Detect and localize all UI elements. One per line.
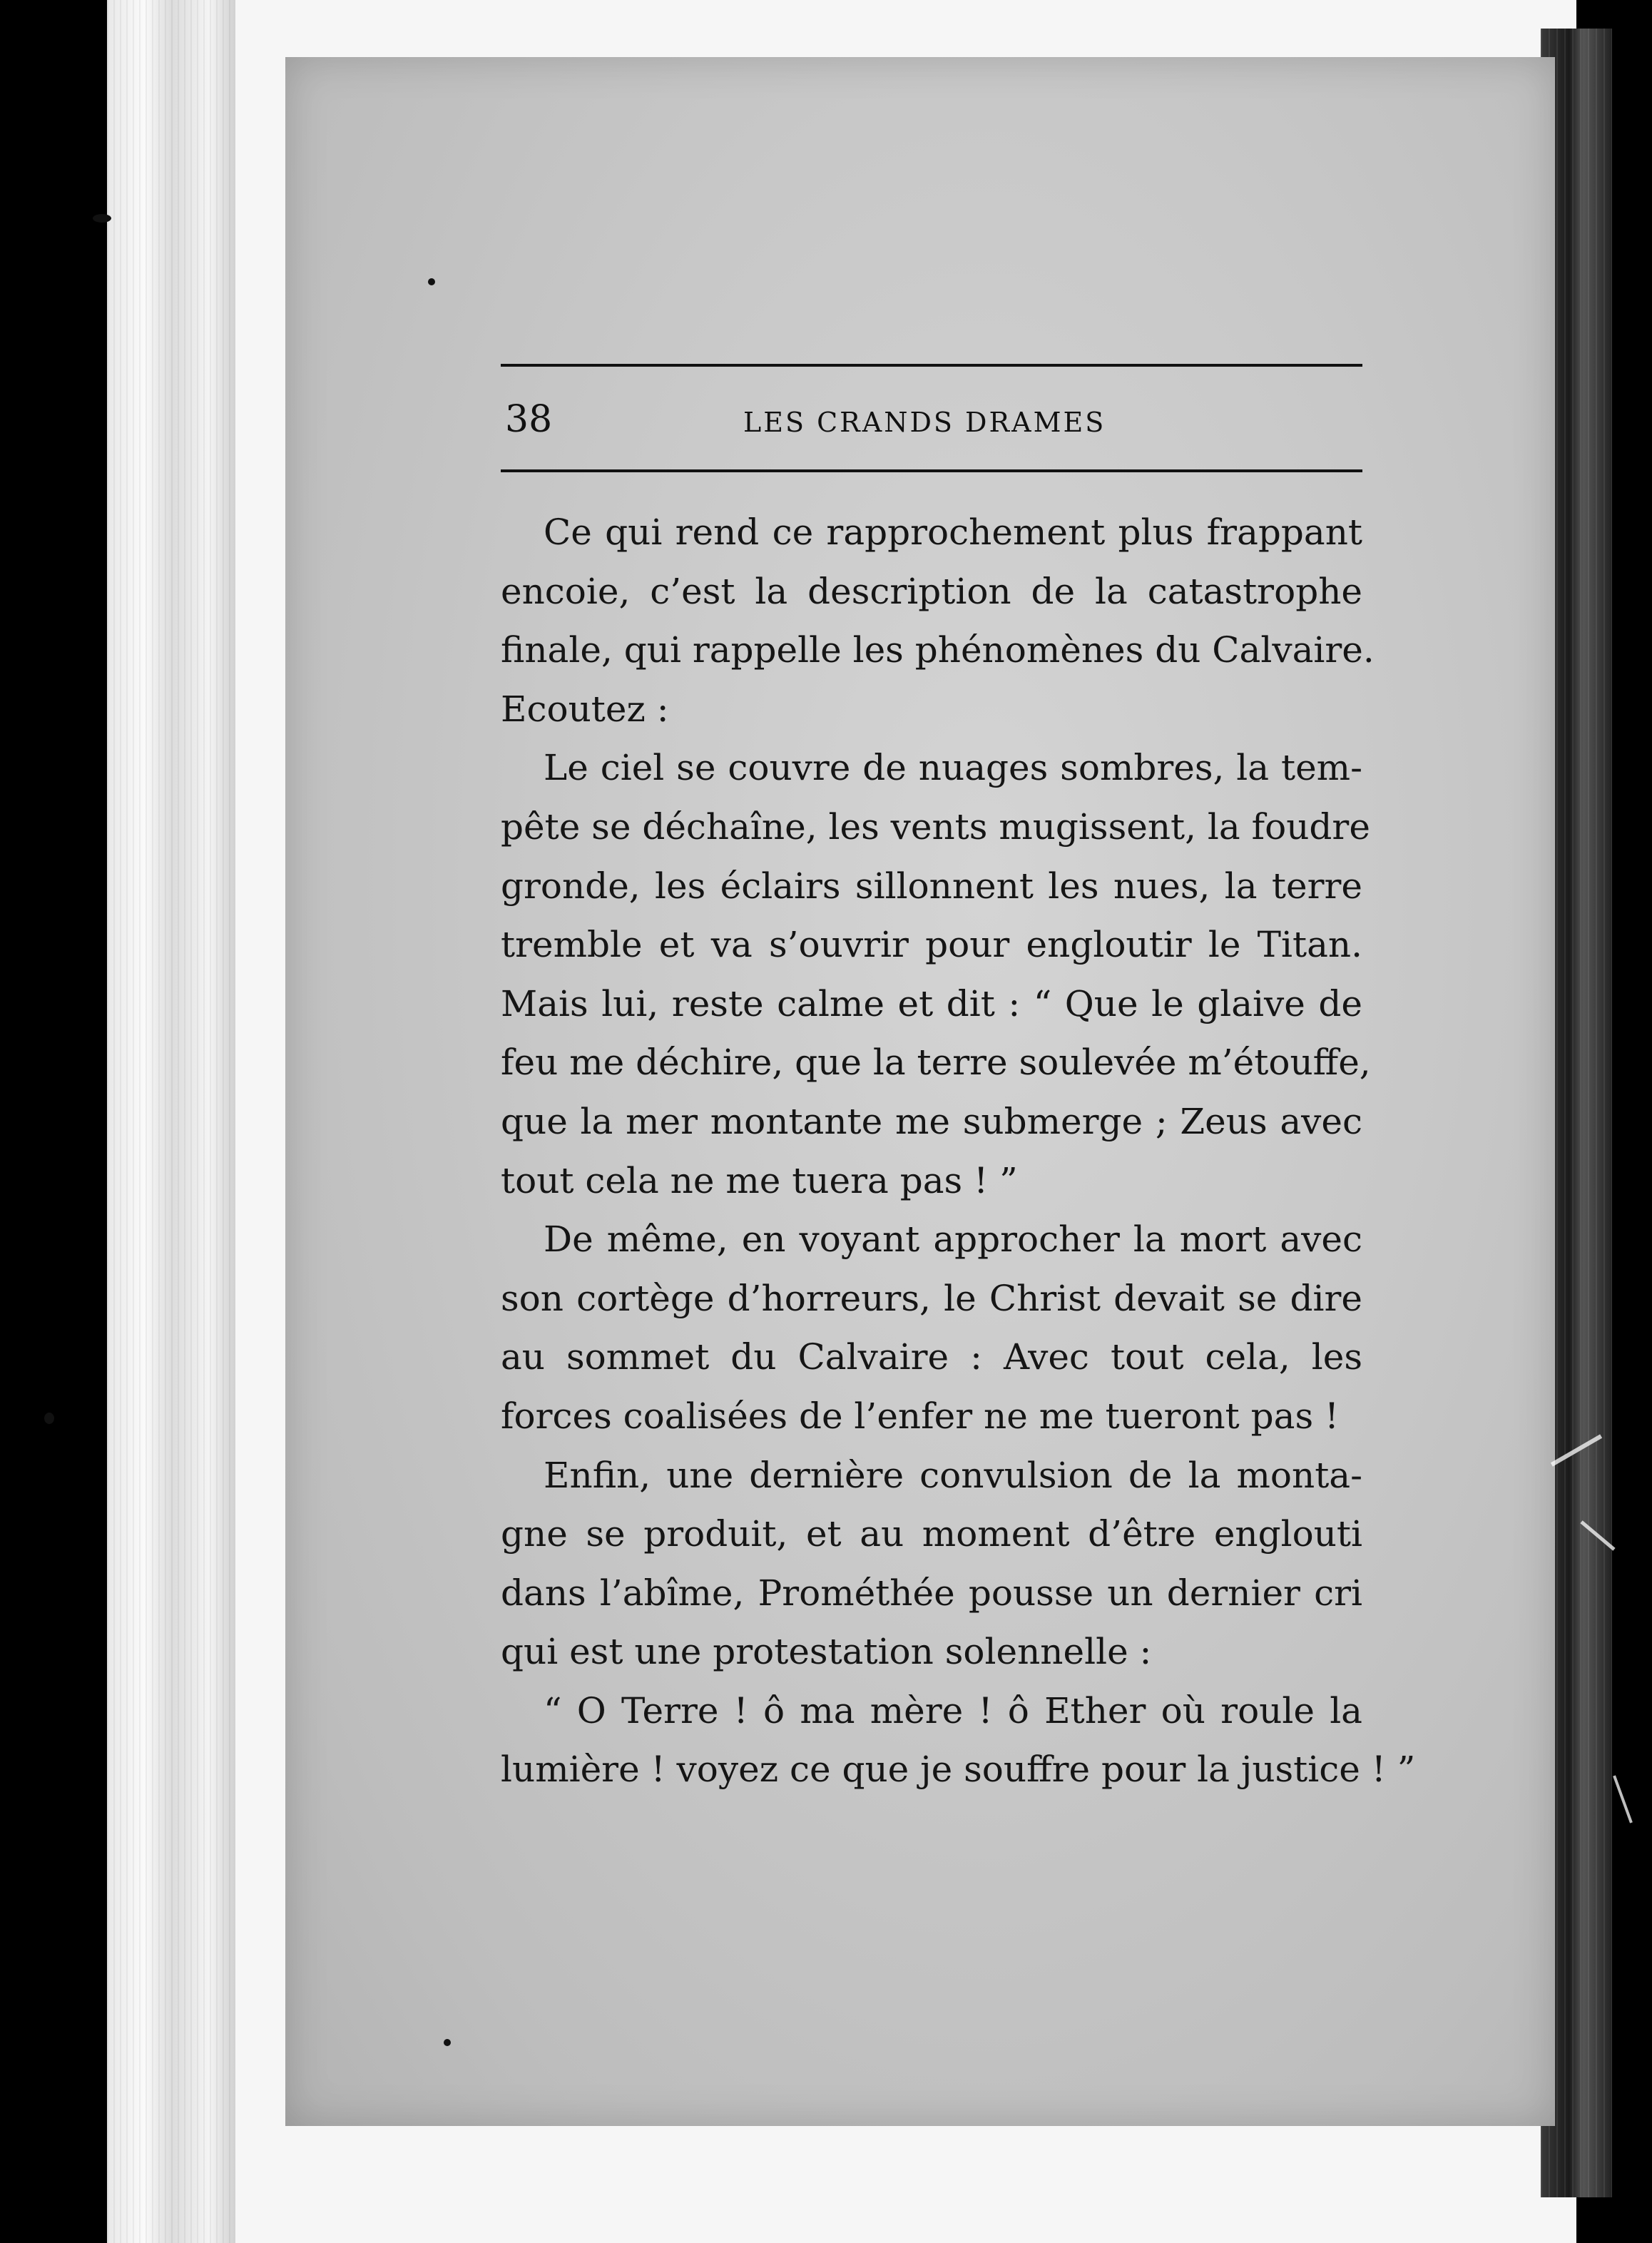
body-text (501, 503, 1416, 1799)
text-line: tremble et va s’ouvrir pour engloutir le Titan. (501, 924, 1362, 966)
header-rule-bottom (501, 469, 1362, 472)
text-line: “ O Terre ! ô ma mère ! ô Ether où roule la (544, 1689, 1362, 1731)
text-line: encoie, c’est la description de la catastrophe (501, 570, 1362, 612)
text-line: pête se déchaîne, les vents mugissent, la foudre (501, 805, 1370, 848)
text-line: au sommet du Calvaire : Avec tout cela, les (501, 1336, 1362, 1378)
header-rule-top (501, 364, 1362, 367)
running-head (501, 391, 1362, 455)
text-line: Enfin, une dernière convulsion de la monta- (544, 1454, 1362, 1496)
text-line: tout cela ne me tuera pas ! ” (501, 1159, 1018, 1201)
running-title: LES CRANDS DRAMES (743, 407, 1106, 438)
scan-speck (93, 214, 111, 223)
text-line: lumière ! voyez ce que je souffre pour la justice ! ” (501, 1749, 1416, 1791)
text-line: Ecoutez : (501, 688, 669, 730)
text-line: feu me déchire, que la terre soulevée m’étouffe, (501, 1042, 1371, 1084)
scan-speck (428, 278, 435, 285)
text-line: Ce qui rend ce rapprochement plus frappant (544, 512, 1362, 553)
text-line: gronde, les éclairs sillonnent les nues, la terre (501, 865, 1362, 907)
page-number: 38 (505, 398, 553, 441)
text-line: finale, qui rappelle les phénomènes du Calvaire. (501, 629, 1375, 671)
scan-speck (444, 2039, 451, 2046)
text-line: forces coalisées de l’enfer ne me tueront pas ! (501, 1395, 1340, 1437)
text-line: De même, en voyant approcher la mort avec (544, 1219, 1362, 1261)
text-line: que la mer montante me submerge ; Zeus avec (501, 1100, 1362, 1142)
text-line: son cortège d’horreurs, le Christ devait se dire (501, 1277, 1362, 1319)
text-line: gne se produit, et au moment d’être englouti (501, 1513, 1362, 1555)
text-line: dans l’abîme, Prométhée pousse un dernier cri (501, 1572, 1362, 1614)
text-line: Le ciel se couvre de nuages sombres, la tem- (544, 747, 1362, 789)
text-line: Mais lui, reste calme et dit : “ Que le glaive de (501, 982, 1362, 1024)
scan-scratch (1613, 1775, 1633, 1823)
scan-speck (44, 1413, 54, 1424)
text-line: qui est une protestation solennelle : (501, 1631, 1152, 1673)
